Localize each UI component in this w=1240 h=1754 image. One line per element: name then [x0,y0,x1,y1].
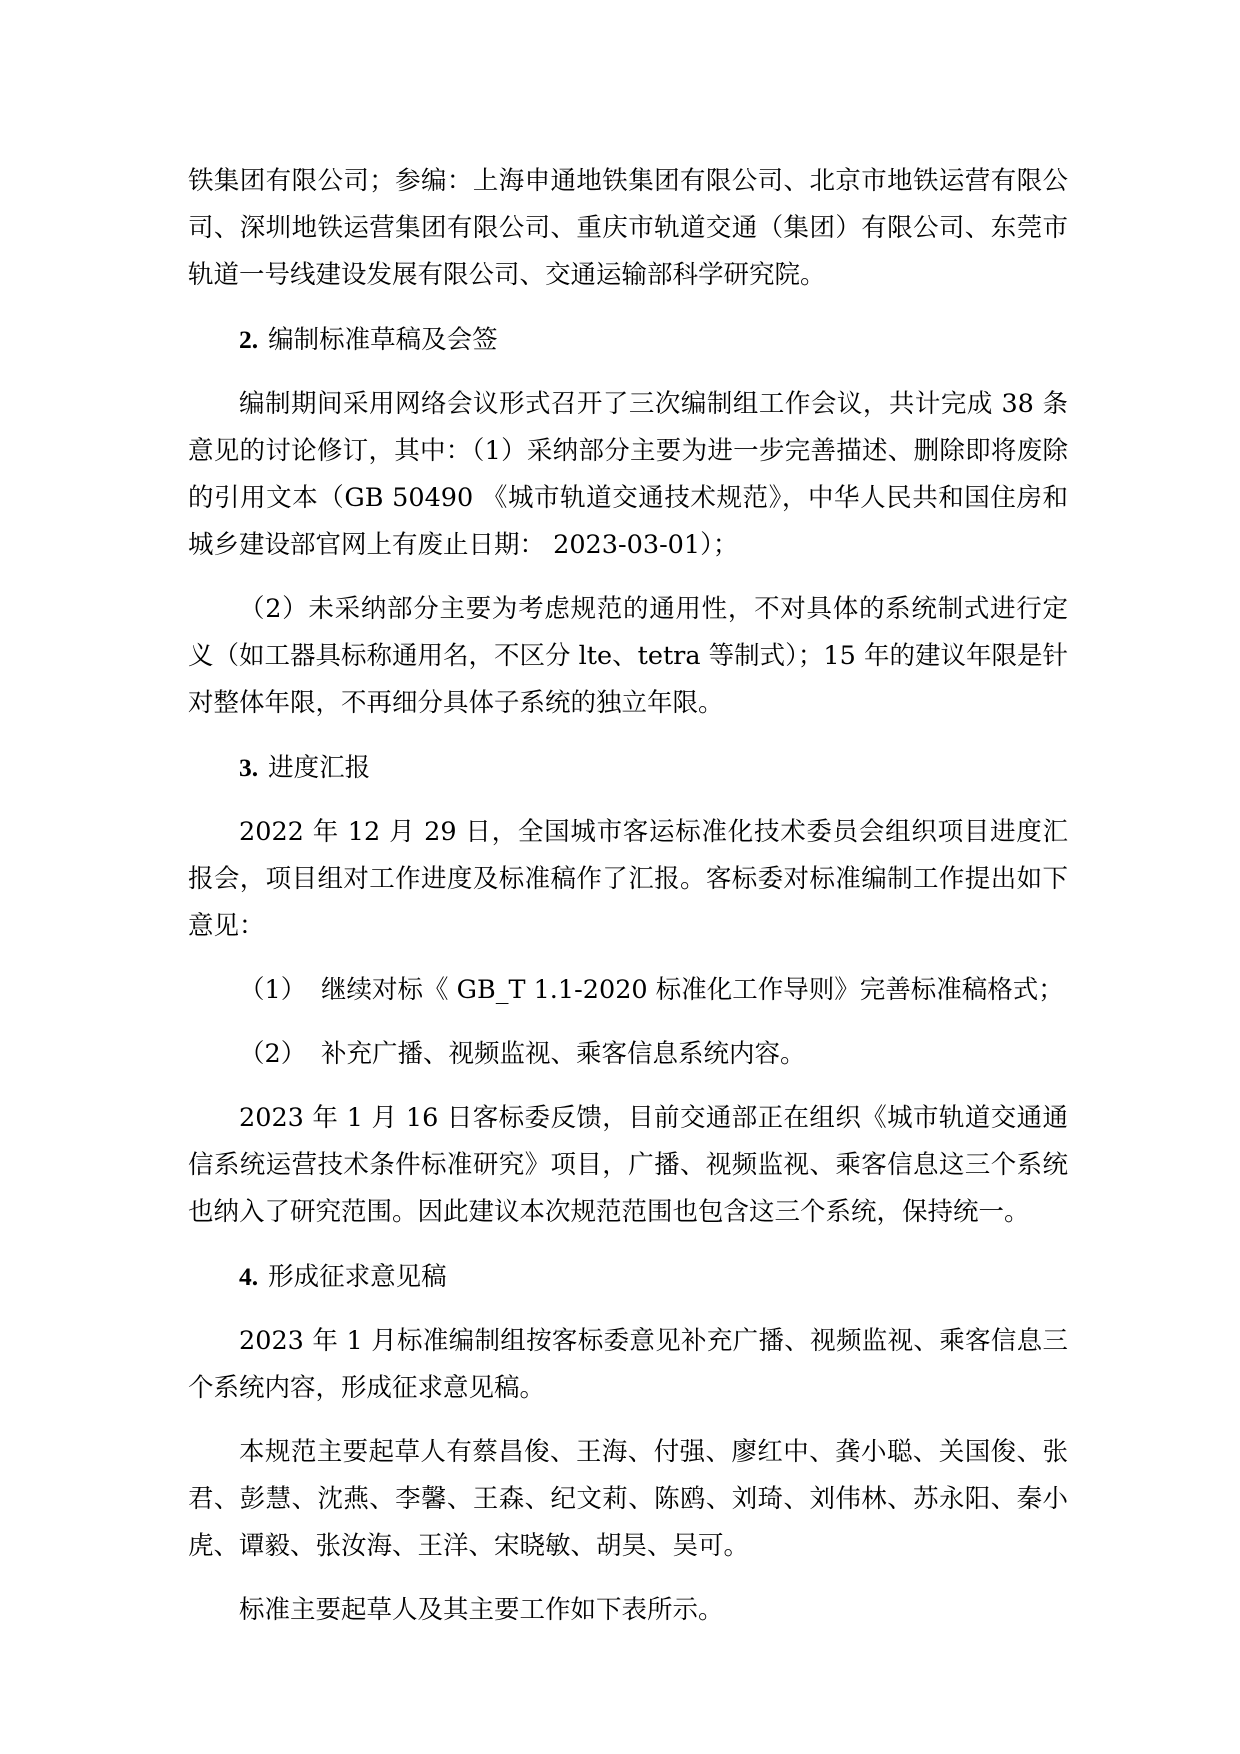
paragraph-feedback: 2023 年 1 月 16 日客标委反馈，目前交通部正在组织《城市轨道交通通信系统运营技术条件标准研究》项目，广播、视频监视、乘客信息这三个系统也纳入了研究范围。因此建议本次规范范围也包含这三个系统，保持统一。 [188,1103,1068,1227]
list-item [188,1031,1068,1078]
document-body [188,158,1068,1651]
section-title: 进度汇报 [268,753,371,783]
section-heading-2 [188,316,1068,364]
section-title: 编制标准草稿及会签 [268,325,498,355]
list-item-text: 继续对标《 GB_T 1.1-2020 标准化工作导则》完善标准稿格式； [321,975,1064,1005]
list-marker: （2） [239,1039,307,1069]
paragraph-not-adopted: （2）未采纳部分主要为考虑规范的通用性，不对具体的系统制式进行定义（如工器具标称通用名，不区分 lte、tetra 等制式）；15 年的建议年限是针对整体年限，不再细分具体子系统的独立年限。 [188,594,1068,718]
section-number: 3. [239,753,259,782]
list-item [188,967,1068,1014]
list-marker: （1） [239,975,307,1005]
section-heading-3 [188,744,1068,792]
section-number: 2. [239,325,259,354]
paragraph-draft-for-comments: 2023 年 1 月标准编制组按客标委意见补充广播、视频监视、乘客信息三个系统内容，形成征求意见稿。 [188,1326,1068,1403]
section-heading-4 [188,1253,1068,1301]
list-item-text: 补充广播、视频监视、乘客信息系统内容。 [321,1039,806,1069]
section-number: 4. [239,1262,259,1291]
paragraph-drafters: 本规范主要起草人有蔡昌俊、王海、付强、廖红中、龚小聪、关国俊、张君、彭慧、沈燕、李馨、王森、纪文莉、陈鸥、刘琦、刘伟林、苏永阳、秦小虎、谭毅、张汝海、王洋、宋晓敏、胡昊、吴可。 [188,1437,1068,1561]
paragraph-progress-report: 2022 年 12 月 29 日，全国城市客运标准化技术委员会组织项目进度汇报会，项目组对工作进度及标准稿作了汇报。客标委对标准编制工作提出如下意见： [188,817,1068,941]
section-title: 形成征求意见稿 [268,1262,447,1292]
paragraph-table-intro: 标准主要起草人及其主要工作如下表所示。 [239,1595,724,1625]
paragraph-draft-meetings: 编制期间采用网络会议形式召开了三次编制组工作会议，共计完成 38 条意见的讨论修订，其中：（1）采纳部分主要为进一步完善描述、删除即将废除的引用文本（GB 50490 《城市轨道交通技术规范》，中华人民共和国住房和城乡建设部官网上有废止日期： 2023-03-01）； [188,389,1068,560]
paragraph-participants: 铁集团有限公司；参编：上海申通地铁集团有限公司、北京市地铁运营有限公司、深圳地铁运营集团有限公司、重庆市轨道交通（集团）有限公司、东莞市轨道一号线建设发展有限公司、交通运输部科学研究院。 [188,166,1068,290]
